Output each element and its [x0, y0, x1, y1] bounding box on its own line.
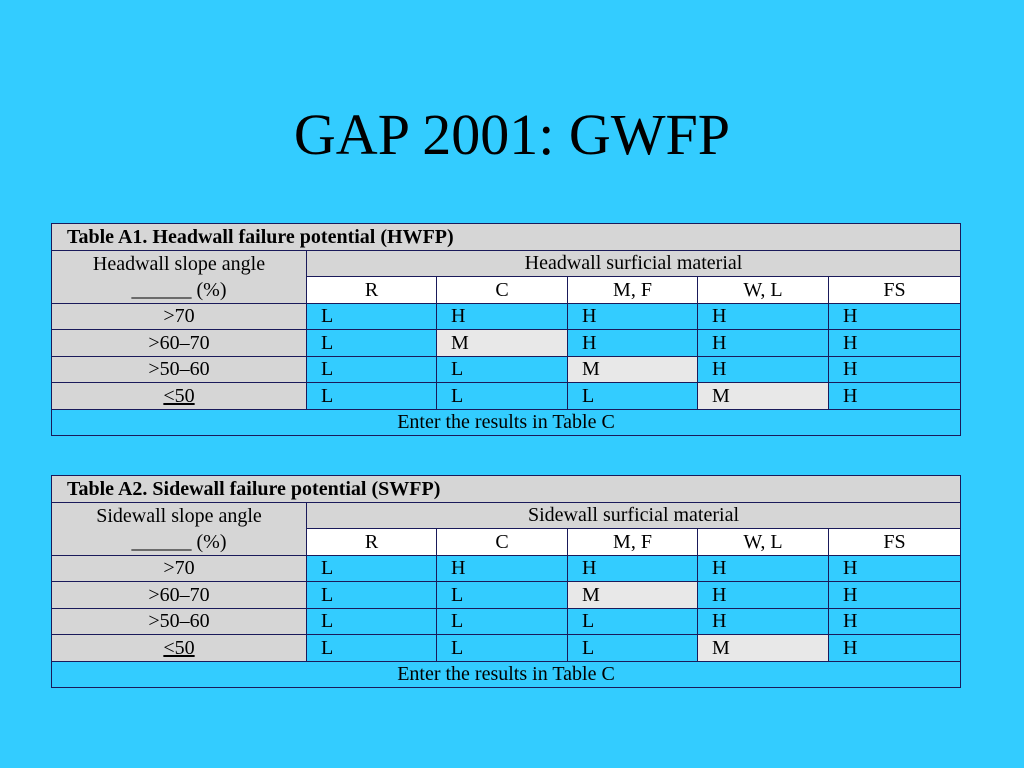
row-angle: >50–60 [52, 356, 307, 383]
rating-cell: H [698, 330, 829, 357]
table-row [52, 608, 961, 635]
rating-cell: L [437, 635, 568, 662]
slope-angle-unit: ______ (%) [52, 529, 307, 556]
rating-cell: H [698, 608, 829, 635]
table-footer-note: Enter the results in Table C [52, 409, 961, 436]
rating-cell: L [307, 555, 437, 582]
rating-cell: H [437, 555, 568, 582]
rating-cell-highlighted: M [568, 356, 698, 383]
rating-cell: L [568, 635, 698, 662]
slope-angle-header: Sidewall slope angle [52, 502, 307, 529]
row-angle [52, 635, 307, 662]
rating-cell-highlighted: M [568, 582, 698, 609]
rating-cell-highlighted: M [698, 635, 829, 662]
rating-cell: H [829, 303, 961, 330]
table-row [52, 635, 961, 662]
rating-cell: H [568, 330, 698, 357]
rating-cell: H [568, 303, 698, 330]
column-header: W, L [698, 277, 829, 304]
rating-cell: L [568, 608, 698, 635]
rating-cell: H [829, 582, 961, 609]
rating-cell: L [307, 383, 437, 410]
rating-cell: L [437, 582, 568, 609]
rating-cell: L [307, 330, 437, 357]
table-footer-note: Enter the results in Table C [52, 661, 961, 688]
rating-cell: H [698, 303, 829, 330]
table-row [52, 582, 961, 609]
column-header: M, F [568, 277, 698, 304]
row-angle-text: <50 [163, 384, 195, 407]
surficial-material-header: Headwall surficial material [307, 250, 961, 277]
row-angle [52, 383, 307, 410]
column-header: C [437, 277, 568, 304]
row-angle: >60–70 [52, 330, 307, 357]
table-row [52, 555, 961, 582]
table-row [52, 330, 961, 357]
column-header: FS [829, 529, 961, 556]
rating-cell: H [829, 608, 961, 635]
surficial-material-header: Sidewall surficial material [307, 502, 961, 529]
rating-cell: L [568, 383, 698, 410]
rating-cell-highlighted: M [437, 330, 568, 357]
column-header: M, F [568, 529, 698, 556]
slope-angle-unit: ______ (%) [52, 277, 307, 304]
rating-cell: H [698, 356, 829, 383]
rating-cell: H [829, 330, 961, 357]
row-angle: >50–60 [52, 608, 307, 635]
rating-cell: H [829, 356, 961, 383]
table-row [52, 356, 961, 383]
rating-cell: H [568, 555, 698, 582]
table-row [52, 383, 961, 410]
slope-angle-header: Headwall slope angle [52, 250, 307, 277]
table-a1-headwall [51, 223, 961, 436]
rating-cell: L [437, 356, 568, 383]
rating-cell: L [437, 383, 568, 410]
row-angle: >70 [52, 555, 307, 582]
column-header: R [307, 529, 437, 556]
rating-cell: L [437, 608, 568, 635]
table-caption: Table A2. Sidewall failure potential (SWFP) [52, 476, 961, 503]
rating-cell: H [829, 383, 961, 410]
rating-cell: L [307, 303, 437, 330]
rating-cell-highlighted: M [698, 383, 829, 410]
row-angle-text: <50 [163, 636, 195, 659]
rating-cell: H [698, 582, 829, 609]
rating-cell: L [307, 608, 437, 635]
column-header: FS [829, 277, 961, 304]
rating-cell: H [829, 635, 961, 662]
rating-cell: L [307, 582, 437, 609]
rating-cell: L [307, 356, 437, 383]
row-angle: >60–70 [52, 582, 307, 609]
slide-title: GAP 2001: GWFP [293, 102, 731, 167]
column-header: R [307, 277, 437, 304]
rating-cell: H [829, 555, 961, 582]
table-a2-sidewall [51, 475, 961, 688]
table-row [52, 303, 961, 330]
rating-cell: L [307, 635, 437, 662]
table-caption: Table A1. Headwall failure potential (HWFP) [52, 224, 961, 251]
rating-cell: H [437, 303, 568, 330]
rating-cell: H [698, 555, 829, 582]
column-header: C [437, 529, 568, 556]
row-angle: >70 [52, 303, 307, 330]
column-header: W, L [698, 529, 829, 556]
